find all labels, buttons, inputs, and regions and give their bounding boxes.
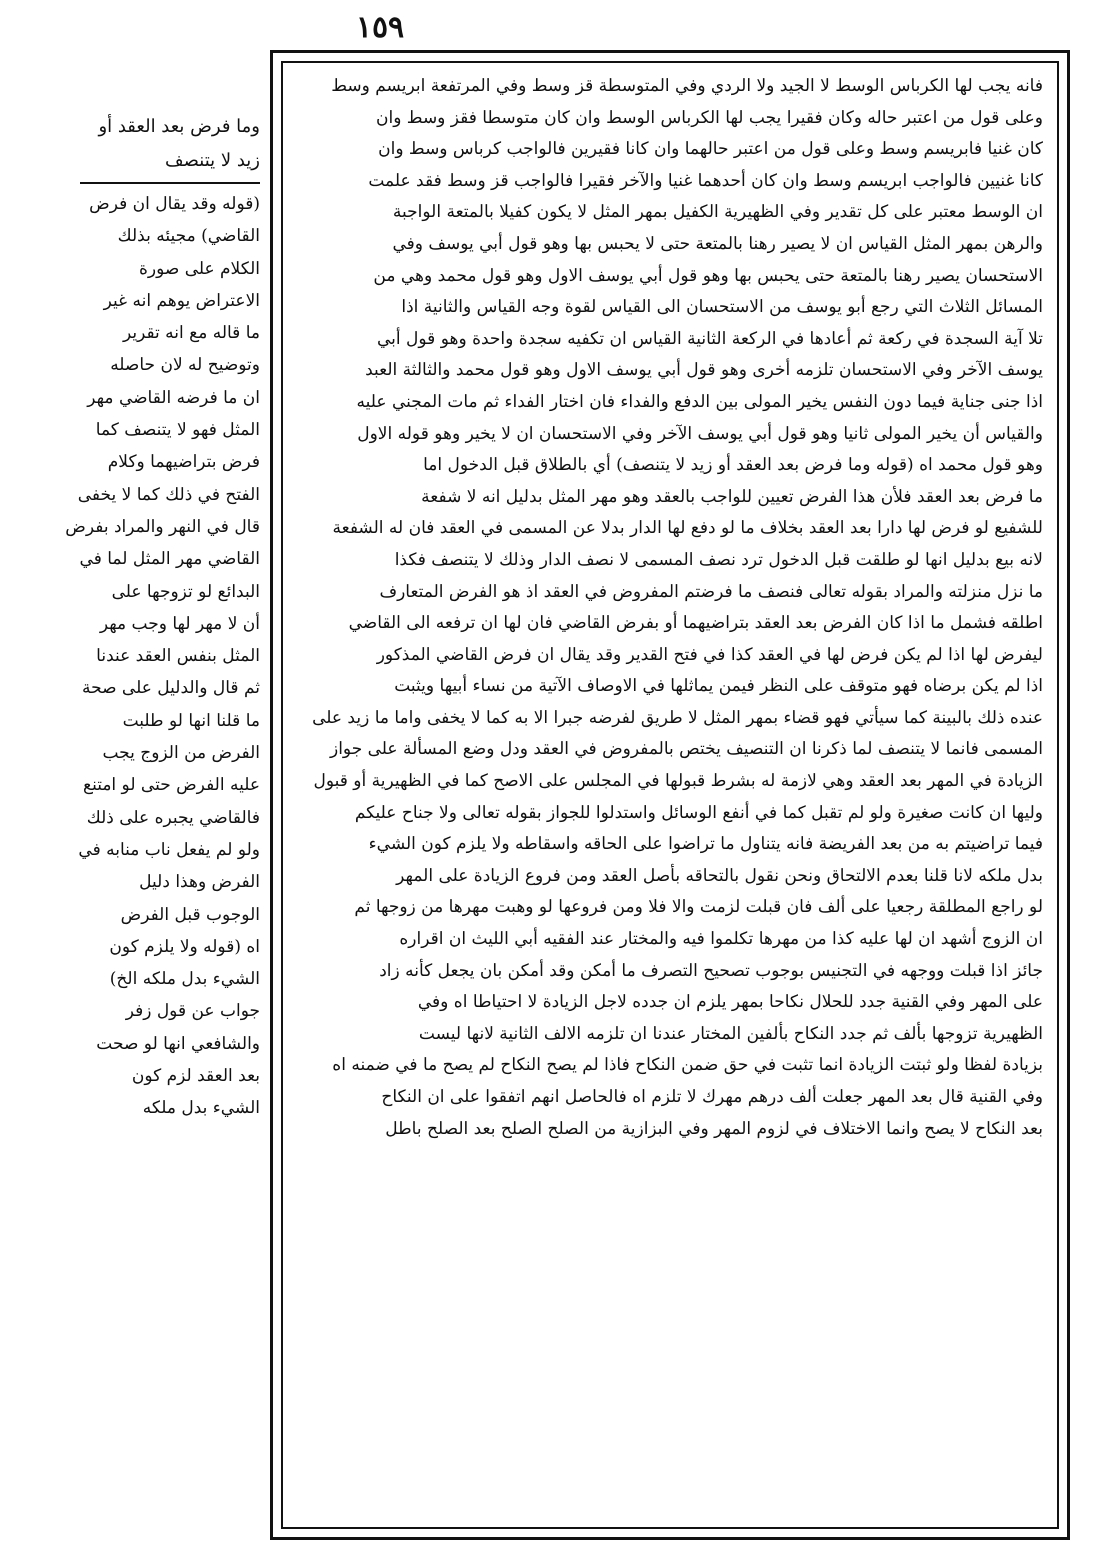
margin-note-line: ما قاله مع انه تقرير <box>122 323 260 344</box>
main-text-line: تلا آية السجدة في ركعة ثم أعادها في الركعة الثانية القياس ان تكفيه سجدة واحدة وهو قول أبي <box>377 328 1043 349</box>
margin-note-line: الكلام على صورة <box>138 258 260 279</box>
margin-note-line: ما قلنا انها لو طلبت <box>122 710 260 731</box>
margin-note-line: بعد العقد لزم كون <box>131 1066 260 1087</box>
margin-note-line: الفرض وهذا دليل <box>139 872 260 893</box>
main-text-line: ما فرض بعد العقد فلأن هذا الفرض تعيين للواجب بالعقد وهو مهر المثل بدليل انه لا شفعة <box>421 486 1043 507</box>
margin-note-line: وتوضيح له لان حاصله <box>110 355 260 376</box>
margin-notes <box>10 188 260 1125</box>
main-text-line: الاستحسان يصير رهنا بالمتعة حتى يحبس بها وهو قول أبي يوسف الاول وهو قول محمد وهي من <box>373 265 1043 286</box>
margin-note-line: أن لا مهر لها وجب مهر <box>99 613 260 634</box>
margin-note-line: والشافعي انها لو صحت <box>96 1033 260 1054</box>
main-text-line: فانه يجب لها الكرباس الوسط لا الجيد ولا الردي وفي المتوسطة قز وسط وفي المرتفعة ابريسم وسط <box>331 76 1043 96</box>
main-text-line: بعد النكاح لا يصح وانما الاختلاف في لزوم المهر وفي البزازية من الصلح الصلح بعد الصلح باطل <box>385 1118 1043 1139</box>
main-text-line: والرهن بمهر المثل القياس ان لا يصير رهنا بالمتعة حتى لا يحبس بها وهو قول أبي يوسف وفي <box>392 233 1043 254</box>
margin-note-line: قال في النهر والمراد بفرض <box>65 516 260 537</box>
margin-note-line: فالقاضي يجبره على ذلك <box>86 807 260 828</box>
margin-note-line: ان ما فرضه القاضي مهر <box>87 387 260 408</box>
main-text-line: ان الزوج أشهد ان لها عليه كذا من مهرها تكلموا فيه والمختار عند الفقيه أبي الليث ان اقراره <box>399 929 1043 950</box>
margin-note-line: الفرض من الزوج يجب <box>102 743 260 764</box>
margin-note-line: عليه الفرض حتى لو امتنع <box>83 775 260 796</box>
margin-note-line: ثم قال والدليل على صحة <box>81 678 260 699</box>
margin-note-line: الفتح في ذلك كما لا يخفى <box>77 484 260 505</box>
margin-note-line: المثل بنفس العقد عندنا <box>96 646 260 667</box>
margin-note-line: الشيء بدل ملكه <box>142 1098 260 1119</box>
main-text-line: كانا غنيين فالواجب ابريسم وسط وان كان أحدهما غنيا والآخر فقيرا فالواجب قز وسط فقد علمت <box>368 170 1043 191</box>
margin-note-line: (قوله وقد يقال ان فرض <box>89 194 260 214</box>
main-text-line: عنده ذلك بالبينة كما سيأتي فهو قضاء بمهر المثل لا طريق لفرضه جبرا الا به كما لا يخفى واما ما زيد على <box>312 707 1043 728</box>
main-text-line: لو راجع المطلقة رجعيا على ألف فان قبلت لزمت والا فلا ومن فروعها لو وهبت مهرها من زوجها ثم <box>354 897 1043 918</box>
main-text-line: الظهيرية تزوجها بألف ثم جدد النكاح بألفين المختار عندنا ان تلزمه الالف الثانية لانها ليست <box>418 1023 1043 1044</box>
margin-commentary <box>10 110 260 1125</box>
margin-note-line: الشيء بدل ملكه الخ) <box>109 969 260 990</box>
margin-note-line: الوجوب قبل الفرض <box>120 904 260 925</box>
margin-note-line: القاضي مهر المثل لما في <box>79 549 260 570</box>
main-text-line: ليفرض لها اذا لم يكن فرض لها في العقد كذا في فتح القدير وقد يقال ان فرض القاضي المذكور <box>376 644 1043 665</box>
main-text-line: اذا جنى جناية فيما دون النفس يخير المولى بين الدفع والفداء فان اختار الفداء ثم مات المجني عليه <box>356 391 1043 412</box>
main-text-line: فيما تراضيتم به من بعد الفريضة فانه يتناول ما تراضوا على الحاقه واسقاطه ولا يلزم كون الشيء <box>368 834 1043 855</box>
margin-note-line: القاضي) مجيئه بذلك <box>117 226 260 247</box>
main-text-inner-frame <box>281 61 1059 1529</box>
main-text-line: جائز اذا قبلت ووجهه في التجنيس بوجوب تصحيح التصرف ما أمكن وقد أمكن بان يجعل كأنه زاد <box>379 960 1043 981</box>
margin-note-line: جواب عن قول زفر <box>125 1001 260 1022</box>
main-text-frame <box>270 50 1070 1540</box>
main-text-line: والقياس أن يخير المولى ثانيا وهو قول أبي يوسف الآخر وفي الاستحسان ان لا يخير وهو قوله الاول <box>357 423 1043 444</box>
margin-note-line: المثل فهو لا يتنصف كما <box>95 420 260 441</box>
main-text-line: الزيادة في المهر بعد العقد وهي لازمة له بشرط قبولها في المجلس على الاصح كما في الظهيرية أو قبول <box>313 771 1043 792</box>
margin-note-line: اه (قوله ولا يلزم كون <box>109 936 260 957</box>
main-text-line: وفي القنية قال بعد المهر جعلت ألف درهم مهرك لا تلزم اه فالحاصل انهم اتفقوا على ان النكاح <box>381 1087 1043 1107</box>
margin-note-line: ولو لم يفعل ناب منابه في <box>78 839 260 860</box>
margin-note-line: فرض بتراضيهما وكلام <box>107 452 260 473</box>
main-text-line: كان غنيا فابريسم وسط وعلى قول من اعتبر حالهما وان كانا فقيرين فالواجب كرباس وسط وان <box>378 139 1043 160</box>
margin-note-line: البدائع لو تزوجها على <box>111 581 260 602</box>
margin-note-line: الاعتراض يوهم انه غير <box>103 290 260 311</box>
main-text-line: اذا لم يكن برضاه فهو متوقف على النظر فيمن يماثلها في الاوصاف الآتية من نساء أبيها ويثبت <box>394 676 1043 697</box>
main-text-line: على المهر وفي القنية جدد للحلال نكاحا بمهر يلزم ان جدده لاجل الزيادة لا احتياطا اه وفي <box>417 992 1043 1013</box>
margin-divider <box>80 182 260 184</box>
main-text-body <box>283 63 1057 1145</box>
margin-heading-line: زيد لا يتنصف <box>165 150 260 171</box>
main-text-line: وليها ان كانت صغيرة ولو لم تقبل كما في أنفع الوسائل واستدلوا للجواز بقوله تعالى ولا جناح عليكم <box>354 802 1043 823</box>
main-text-line: يوسف الآخر وفي الاستحسان تلزمه أخرى وهو قول أبي يوسف الاول وهو قول محمد والثالثة العبد <box>365 360 1043 381</box>
main-text-line: المسائل الثلاث التي رجع أبو يوسف من الاستحسان الى القياس لقوة وجه القياس والثانية اذا <box>401 297 1043 318</box>
main-text-line: المسمى فانما لا يتنصف لما ذكرنا ان التنصيف يختص بالمفروض في العقد ودل وضع المسألة على جواز <box>329 739 1043 760</box>
main-text-line: للشفيع لو فرض لها دارا بعد العقد بخلاف ما لو دفع لها الدار بدلا عن المسمى في العقد فان له الشفعة <box>332 518 1043 539</box>
main-text-line: ان الوسط معتبر على كل تقدير وفي الظهيرية الكفيل بمهر المثل لا يكون كفيلا بالمتعة الواجبة <box>392 202 1043 223</box>
main-text-line: لانه بيع بدليل انها لو طلقت قبل الدخول ترد نصف المسمى لا نصف الدار وذلك لا يتنصف فكذا <box>394 549 1043 570</box>
main-text-line: بدل ملكه لانا قلنا بعدم الالتحاق ونحن نقول بالتحاقه بأصل العقد ومن فروع الزيادة على المهر <box>396 865 1043 886</box>
page-number: ١٥٩ <box>355 10 405 45</box>
margin-heading <box>10 110 260 178</box>
main-text-line: بزيادة لفظا ولو ثبتت الزيادة انما تثبت في حق ضمن النكاح فاذا لم يصح النكاح لم يصح ما في ضمنه اه <box>332 1055 1043 1076</box>
main-text-line: ما نزل منزلته والمراد بقوله تعالى فنصف ما فرضتم المفروض في العقد اذ هو الفرض المتعارف <box>379 581 1043 602</box>
main-text-line: اطلقه فشمل ما اذا كان الفرض بعد العقد بتراضيهما أو بفرض القاضي فان لها ان ترفعه الى القاضي <box>348 613 1043 634</box>
main-text-line: وعلى قول من اعتبر حاله وكان فقيرا يجب لها الكرباس الوسط وان كان متوسطا فقز وسط وان <box>375 107 1043 128</box>
margin-heading-line: وما فرض بعد العقد أو <box>98 116 260 137</box>
main-text-line: وهو قول محمد اه (قوله وما فرض بعد العقد أو زيد لا يتنصف) أي بالطلاق قبل الدخول اما <box>423 455 1043 476</box>
